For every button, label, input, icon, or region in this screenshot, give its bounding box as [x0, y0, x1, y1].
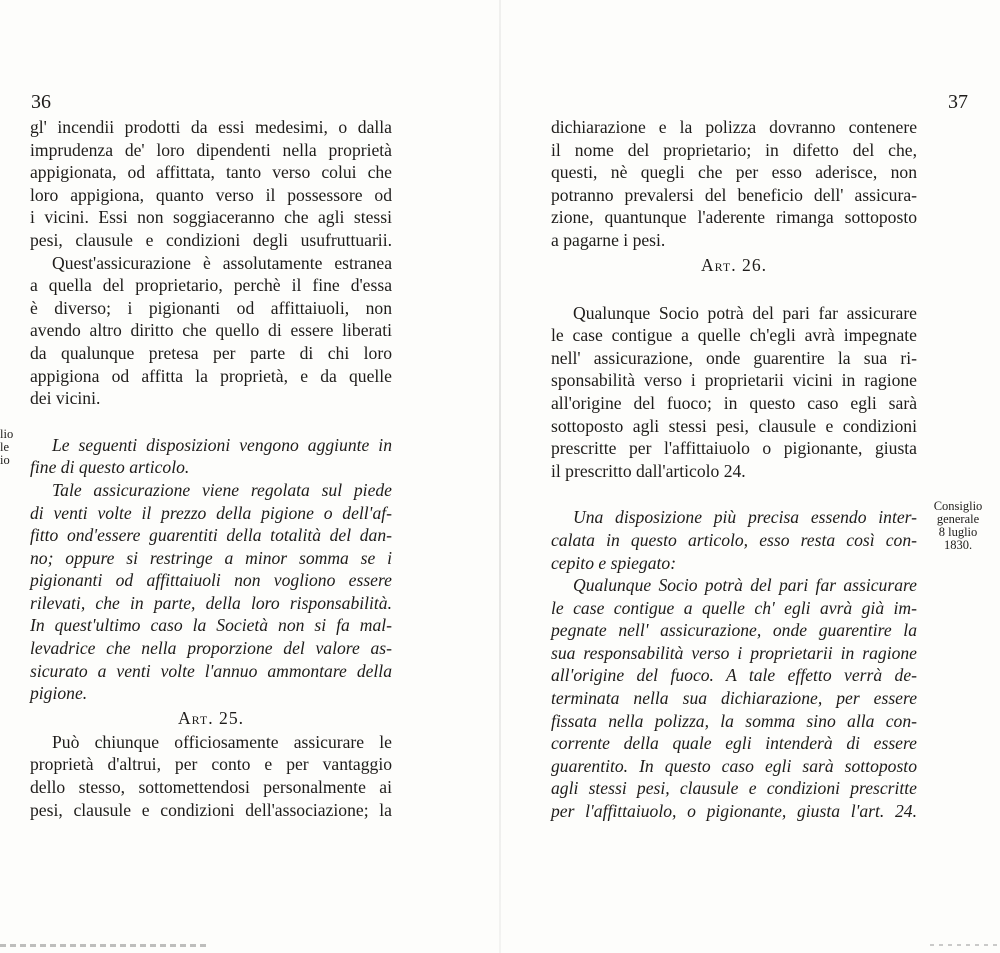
text-line: rilevati, che in parte, della loro risponsabilità. — [30, 592, 392, 613]
text-line: le case contigue a quelle ch' egli avrà già im- — [551, 597, 917, 618]
text-line: appigiona od affitta la proprietà, e da quelle — [30, 365, 392, 386]
text-line: Le seguenti disposizioni vengono aggiunte in — [52, 434, 392, 455]
left-paragraph-5 — [30, 731, 392, 821]
text-line: dei vicini. — [30, 388, 101, 409]
text-line: Tale assicurazione viene regolata sul piede — [52, 479, 392, 500]
text-line: questi, nè quegli che per esso aderisce, non — [551, 162, 917, 183]
text-line: calata in questo articolo, esso resta così con- — [551, 529, 917, 550]
left-page-text — [30, 116, 392, 821]
text-line: agli stessi pesi, clausule e condizioni prescritte — [551, 778, 917, 799]
right-margin-note — [922, 500, 994, 552]
text-line: per l'affittaiuolo, o pigionante, giusta l'art. 24. — [551, 801, 917, 822]
margin-note-line: 1830. — [943, 538, 973, 552]
article-heading: Art. 26. — [700, 254, 768, 275]
text-line: zione, quantunque l'aderente rimanga sottoposto — [551, 207, 917, 228]
text-line: il prescritto dall'articolo 24. — [551, 460, 746, 481]
margin-note-line: Consiglio — [933, 499, 983, 513]
text-line: terminata nella sua dichiarazione, per essere — [551, 688, 917, 709]
text-line: fitto ond'essere guarentiti della totalità del dan- — [30, 525, 392, 546]
text-line: pigionanti od affittaiuoli non vogliono essere — [30, 570, 392, 591]
article-heading: Art. 25. — [177, 707, 245, 728]
text-line: appigionata, od affittata, tanto verso colui che — [30, 162, 392, 183]
margin-note-line: le — [0, 440, 10, 454]
text-line: sua responsabilità verso i proprietarii in ragione — [551, 642, 917, 663]
book-gutter — [499, 0, 501, 953]
text-line: le case contigue a quelle ch'egli avrà impegnate — [551, 325, 917, 346]
right-page-text — [551, 116, 917, 823]
text-line: Una disposizione più precisa essendo inter- — [573, 507, 917, 528]
text-line: Può chiunque officiosamente assicurare le — [52, 731, 392, 752]
scan-edge-mark — [930, 944, 1000, 946]
text-line: Qualunque Socio potrà del pari far assicurare — [573, 575, 917, 596]
text-line: imprudenza de' loro dipendenti nella proprietà — [30, 139, 392, 160]
text-line: fine di questo articolo. — [30, 457, 190, 478]
text-line: pegnate nell' assicurazione, onde guarentire la — [551, 620, 917, 641]
text-line: il nome del proprietario; in difetto del che, — [551, 139, 917, 160]
text-line: all'origine del fuoco. A tale effetto verrà de- — [551, 665, 917, 686]
right-paragraph-3 — [551, 506, 917, 574]
text-line: da qualunque pretesa per parte di chi loro — [30, 342, 392, 363]
text-line: pesi, clausule e condizioni degli usufruttuarii. — [30, 229, 392, 250]
right-paragraph-2 — [551, 302, 917, 483]
text-line: a quella del proprietario, perchè il fine d'essa — [30, 275, 392, 296]
text-line: prescritte per l'affittaiuolo o pigionante, giusta — [551, 438, 917, 459]
margin-note-line: lio — [0, 428, 14, 441]
text-line: sottoposto agli stessi pesi, clausule e condizioni — [551, 415, 917, 436]
text-line: dichiarazione e la polizza dovranno contenere — [551, 117, 917, 137]
text-line: levadrice che nella proporzione del valore as- — [30, 638, 392, 659]
text-line: è diverso; i pigionanti od affittaiuoli, non — [30, 297, 392, 318]
text-line: di venti volte il prezzo della pigione o dell'af- — [30, 502, 392, 523]
left-paragraph-4 — [30, 479, 392, 705]
margin-note-line: io — [0, 453, 10, 467]
text-line: potranno prevalersi del beneficio dell' assicura- — [551, 184, 917, 205]
left-page-number: 36 — [31, 91, 51, 113]
left-margin-note — [0, 428, 22, 467]
text-line: i vicini. Essi non soggiaceranno che agli stessi — [30, 207, 392, 228]
text-line: fissata nella polizza, la somma sino alla con- — [551, 710, 917, 731]
text-line: a pagarne i pesi. — [551, 229, 666, 250]
text-line: avendo altro diritto che quello di essere liberati — [30, 320, 392, 341]
left-paragraph-3 — [30, 434, 392, 479]
left-paragraph-1 — [30, 116, 392, 252]
right-paragraph-4 — [551, 574, 917, 823]
text-line: nell' assicurazione, onde guarentire la sua ri- — [551, 347, 917, 368]
text-line: guarentito. In questo caso egli sarà sottoposto — [551, 755, 917, 776]
text-line: no; oppure si restringe a minor somma se i — [30, 547, 392, 568]
text-line: loro appigiona, quanto verso il possessore od — [30, 184, 392, 205]
margin-note-line: generale — [936, 512, 980, 526]
text-line: corrente della quale egli intenderà di essere — [551, 733, 917, 754]
text-line: Quest'assicurazione è assolutamente estranea — [52, 252, 392, 273]
margin-note-line: 8 luglio — [938, 525, 978, 539]
scan-edge-mark — [0, 944, 210, 947]
text-line: Qualunque Socio potrà del pari far assicurare — [573, 302, 917, 323]
text-line: pesi, clausule e condizioni dell'associazione; la — [30, 799, 392, 820]
text-line: gl' incendii prodotti da essi medesimi, o dalla — [30, 117, 392, 137]
text-line: sponsabilità verso i proprietarii vicini in ragione — [551, 370, 917, 391]
right-page-number: 37 — [948, 91, 968, 113]
text-line: proprietà d'altrui, per conto e per vantaggio — [30, 754, 392, 775]
text-line: cepito e spiegato: — [551, 552, 677, 573]
text-line: all'origine del fuoco; in questo caso egli sarà — [551, 392, 917, 413]
text-line: pigione. — [30, 683, 88, 704]
left-paragraph-2 — [30, 252, 392, 410]
right-paragraph-1 — [551, 116, 917, 252]
text-line: dello stesso, sottomettendosi personalmente ai — [30, 777, 392, 798]
text-line: sicurato a venti volte l'annuo ammontare della — [30, 660, 392, 681]
text-line: In quest'ultimo caso la Società non si fa mal- — [30, 615, 392, 636]
